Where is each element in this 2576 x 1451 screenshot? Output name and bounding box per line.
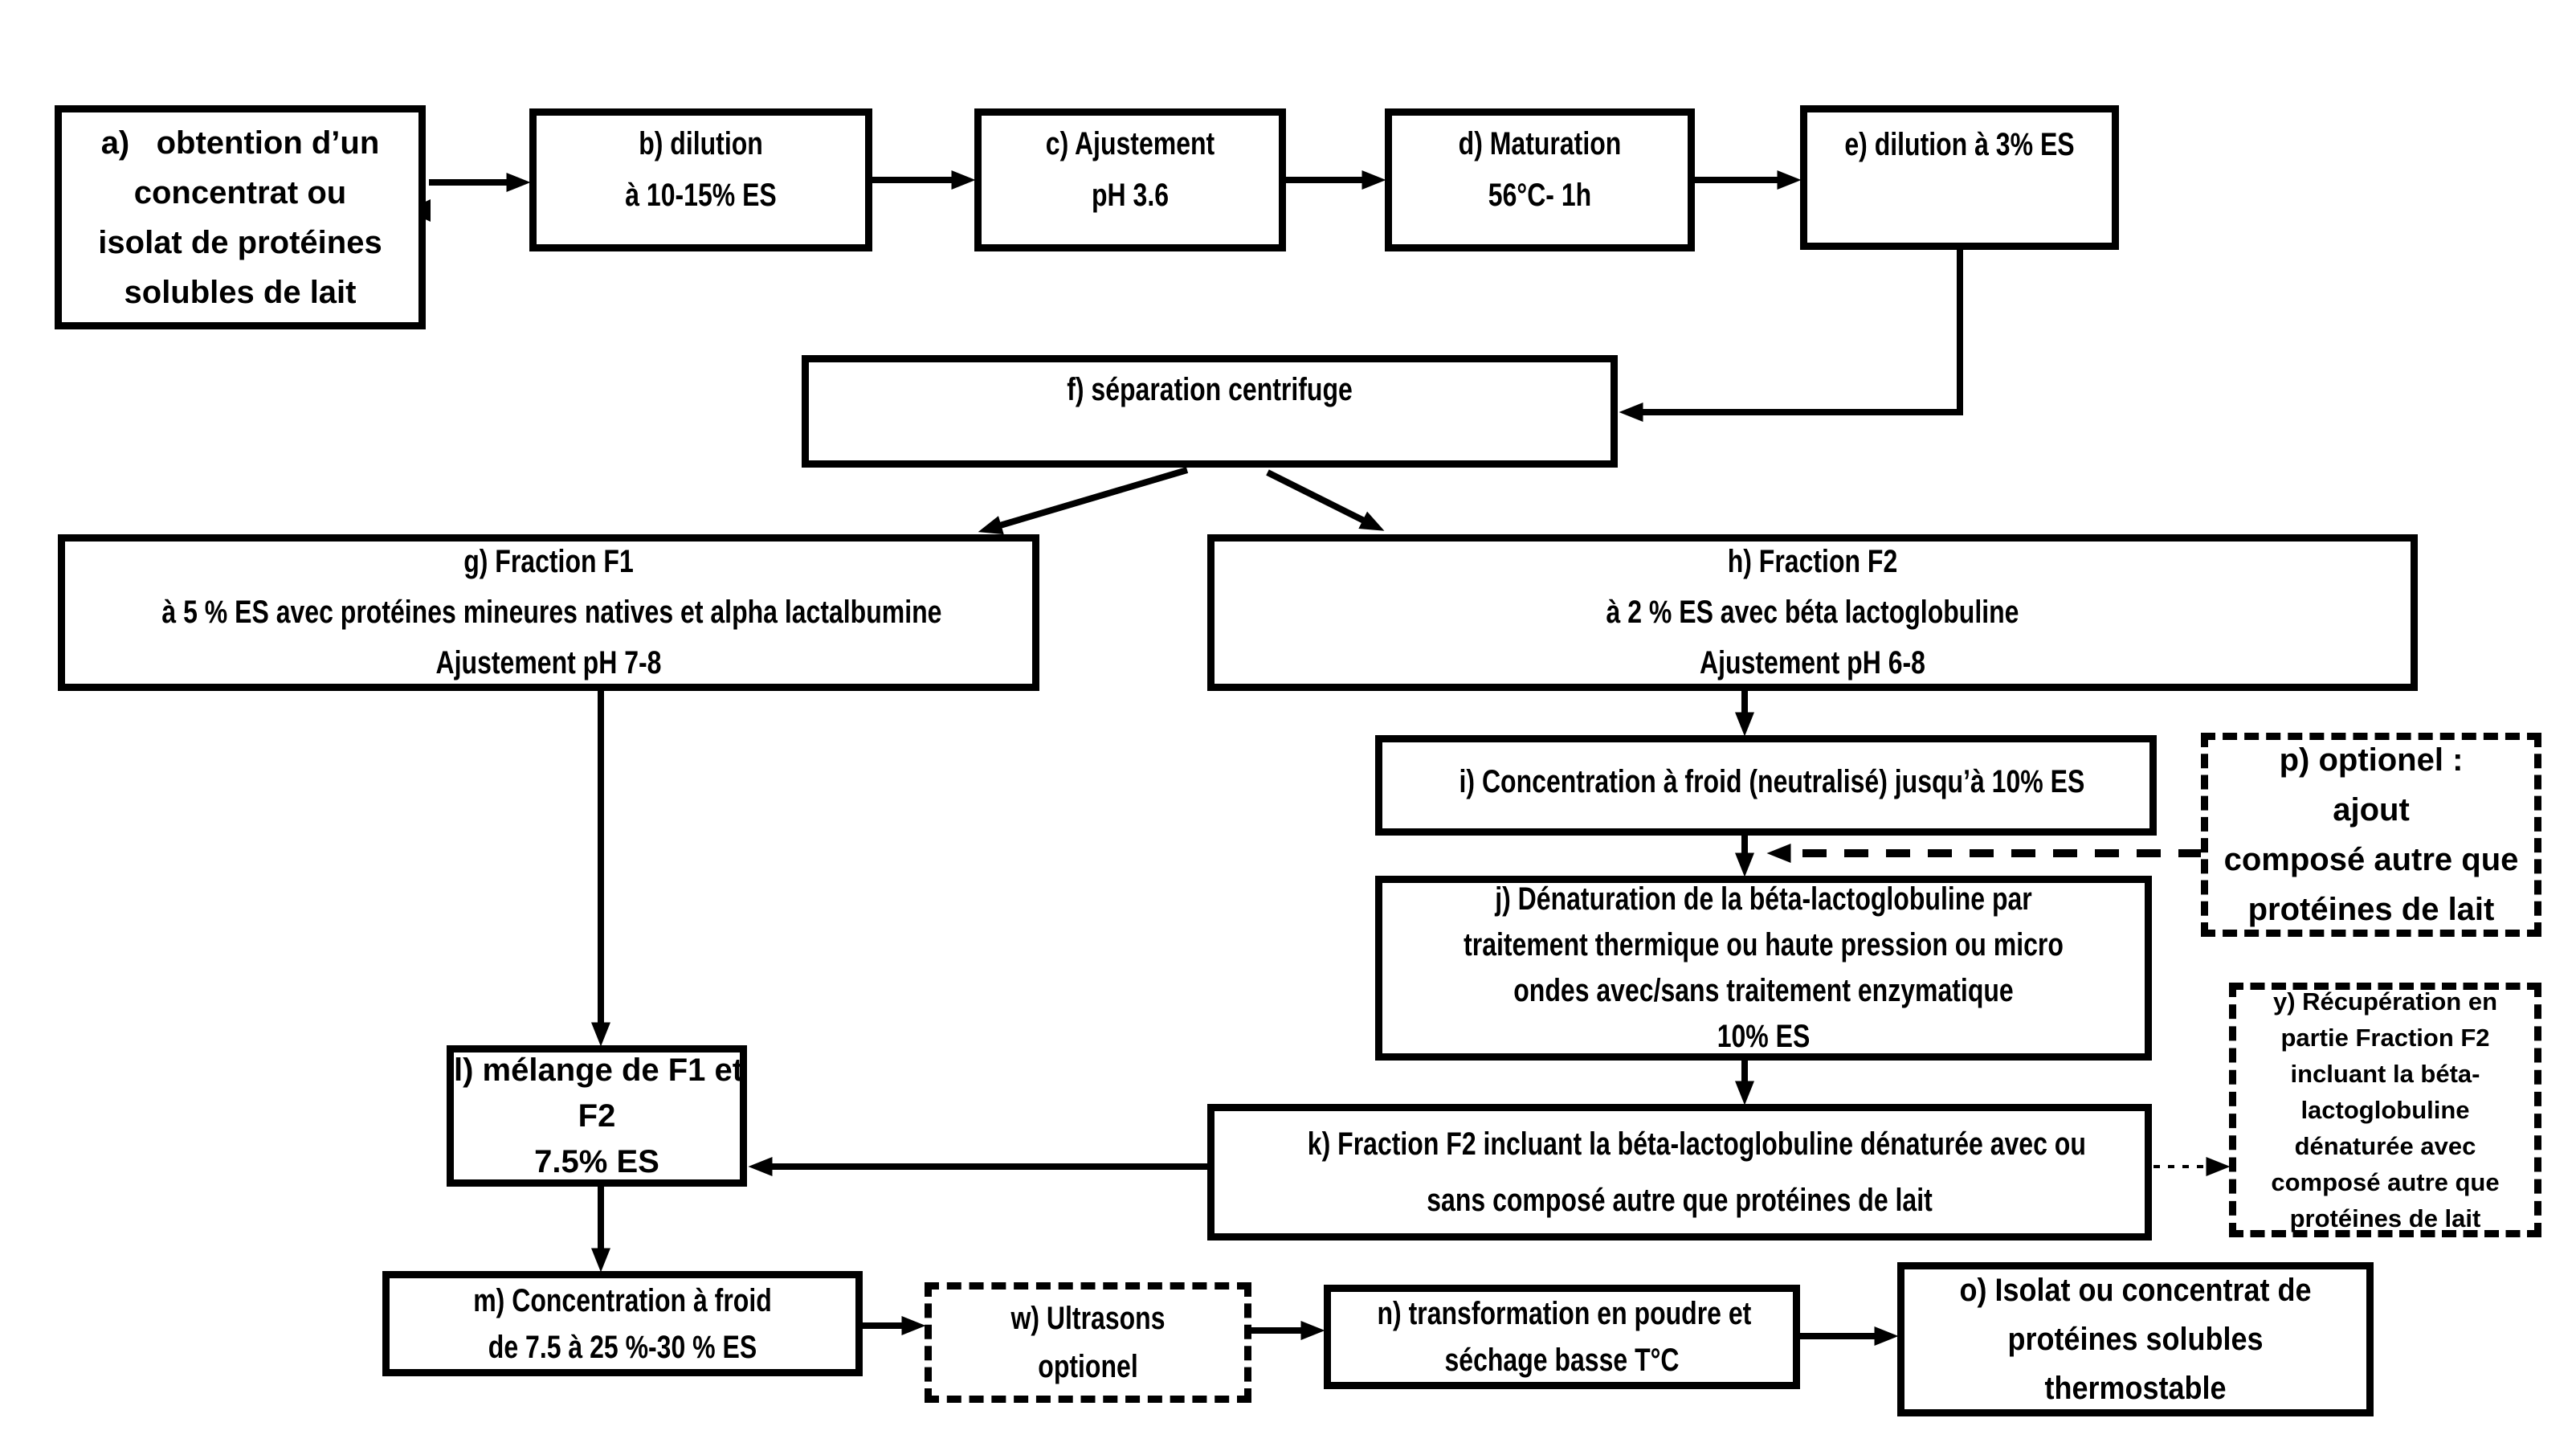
- step-e-text: e) dilution à 3% ES: [1844, 127, 2075, 162]
- arrow-f-to-h: [1268, 472, 1364, 521]
- step-w-text: w) Ultrasons: [1010, 1301, 1166, 1336]
- step-h-fraction-f2: h) Fraction F2 à 2 % ES avec béta lactoglobuline Ajustement pH 6-8: [1207, 534, 2418, 691]
- step-f-text: f) séparation centrifuge: [1067, 372, 1353, 407]
- step-a-text: a) obtention d’un: [100, 125, 380, 161]
- step-c-text: c) Ajustement: [1045, 126, 1215, 161]
- step-p-text: p) optionel :: [2279, 742, 2464, 778]
- step-d-text: d) Maturation: [1458, 126, 1622, 161]
- step-d-maturation: d) Maturation 56°C- 1h: [1385, 108, 1695, 251]
- step-n-transformation-poudre: n) transformation en poudre et séchage basse T°C: [1324, 1285, 1800, 1389]
- step-y-recuperation: y) Récupération en partie Fraction F2 incluant la béta- lactoglobuline dénaturée avec composé autre que protéines de lait: [2229, 983, 2541, 1237]
- step-j-text: j) Dénaturation de la béta-lactoglobuline par: [1495, 881, 2032, 917]
- step-g-fraction-f1: g) Fraction F1 à 5 % ES avec protéines mineures natives et alpha lactalbumine Ajustement pH 7-8: [58, 534, 1039, 691]
- step-n-text: n) transformation en poudre et: [1377, 1296, 1752, 1331]
- step-k-text: k) Fraction F2 incluant la béta-lactoglobuline dénaturée avec ou: [1307, 1126, 2086, 1162]
- step-b-dilution: b) dilution à 10-15% ES: [529, 108, 872, 251]
- step-l-melange-f1-f2: l) mélange de F1 et F2 7.5% ES: [447, 1045, 747, 1187]
- arrow-f-to-g: [1000, 470, 1187, 525]
- step-w-ultrasons-optionel: w) Ultrasons optionel: [925, 1282, 1251, 1403]
- step-o-text: o) Isolat ou concentrat de: [1959, 1272, 2312, 1308]
- step-i-concentration-froid: [1375, 735, 2157, 836]
- step-e-dilution-3pct: [1800, 105, 2119, 250]
- step-h-text: h) Fraction F2: [1727, 544, 1898, 579]
- arrow-e-to-f: [1642, 250, 1960, 412]
- step-m-text: m) Concentration à froid: [473, 1282, 772, 1318]
- step-c-ajustement-ph: c) Ajustement pH 3.6: [974, 108, 1286, 251]
- step-o-isolat-thermostable: o) Isolat ou concentrat de protéines solubles thermostable: [1897, 1262, 2374, 1416]
- step-g-text: g) Fraction F1: [463, 544, 634, 579]
- step-a-obtention-concentrat: a) obtention d’un concentrat ou isolat de protéines solubles de lait: [55, 105, 426, 329]
- step-i-text: i) Concentration à froid (neutralisé) jusqu’à 10% ES: [1459, 763, 2085, 799]
- step-f-separation-centrifuge: [802, 355, 1618, 468]
- step-j-denaturation: j) Dénaturation de la béta-lactoglobuline par traitement thermique ou haute pression ou micro ondes avec/sans traitement enzymatique 10% ES: [1375, 876, 2152, 1061]
- step-m-concentration-froid: m) Concentration à froid de 7.5 à 25 %-30 % ES: [382, 1271, 863, 1376]
- step-y-text: y) Récupération en: [2272, 987, 2498, 1016]
- step-p-optionel-ajout: p) optionel : ajout composé autre que protéines de lait: [2201, 733, 2541, 937]
- step-k-fraction-f2-denaturee: k) Fraction F2 incluant la béta-lactoglobuline dénaturée avec ou sans composé autre que protéines de lait: [1207, 1104, 2152, 1241]
- step-l-text: l) mélange de F1 et: [454, 1052, 744, 1088]
- step-b-text: b) dilution: [639, 126, 763, 161]
